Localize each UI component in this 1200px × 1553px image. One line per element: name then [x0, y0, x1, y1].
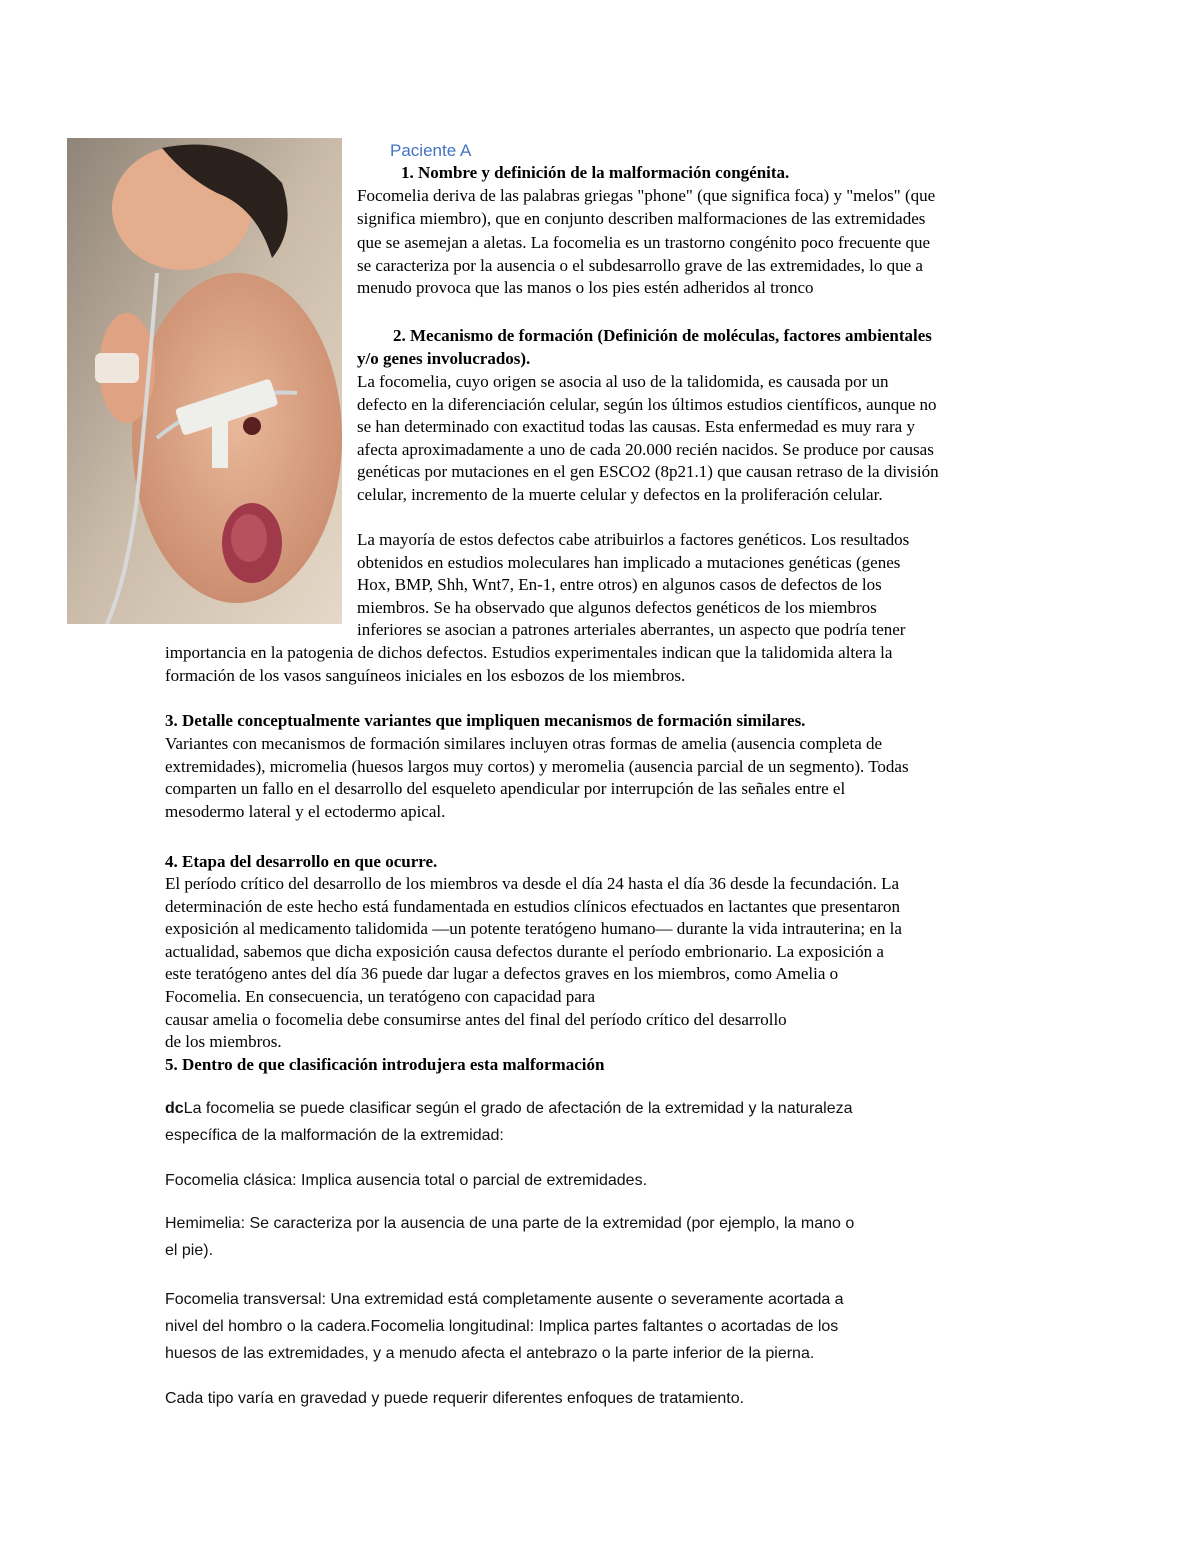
- transversal-line-3: huesos de las extremidades, y a menudo afecta el antebrazo o la parte inferior de la pierna.: [165, 1345, 815, 1362]
- section-3-line: extremidades), micromelia (huesos largos muy cortos) y meromelia (ausencia parcial de un segmento). Todas: [165, 756, 909, 776]
- section-2-line: defecto en la diferenciación celular, según los últimos estudios científicos, aunque no: [357, 394, 937, 414]
- section-2-line: La mayoría de estos defectos cabe atribuirlos a factores genéticos. Los resultados: [357, 530, 910, 549]
- section-2-line: celular, incremento de la muerte celular y defectos en la proliferación celular.: [357, 484, 883, 504]
- section-2-line: Hox, BMP, Shh, Wnt7, En-1, entre otros) en algunos casos de defectos de los: [357, 575, 882, 595]
- section-4-line: actualidad, sabemos que dicha exposición causa defectos durante el período embrionario. La exposición a: [165, 941, 884, 961]
- section-2-line: afecta aproximadamente a uno de cada 20.000 recién nacidos. Se produce por causas: [357, 439, 934, 459]
- section-1-body: [357, 185, 935, 300]
- section-2-heading-line-2: y/o genes involucrados).: [357, 349, 531, 368]
- section-1-line: menudo provoca que las manos o los pies estén adheridos al tronco: [357, 278, 814, 298]
- section-2-heading-line-1: 2. Mecanismo de formación (Definición de moléculas, factores ambientales: [393, 326, 932, 345]
- section-5-intro-line-1: La focomelia se puede clasificar según el grado de afectación de la extremidad y la naturaleza: [183, 1100, 853, 1117]
- section-5-intro: [165, 1095, 853, 1149]
- section-3-line: comparten un fallo en el desarrollo del esqueleto apendicular por interrupción de las señales entre el: [165, 779, 846, 799]
- section-4-body: [165, 873, 902, 1054]
- section-4-line: determinación de este hecho está fundamentada en estudios clínicos efectuados en lactantes que presentaron: [165, 896, 900, 916]
- section-2-line: La focomelia, cuyo origen se asocia al uso de la talidomida, es causada por un: [357, 372, 889, 391]
- section-2-paragraph-2: [357, 529, 909, 642]
- hemimelia-line-1: Hemimelia: Se caracteriza por la ausencia de una parte de la extremidad (por ejemplo, la mano o: [165, 1215, 855, 1232]
- section-2-paragraph-2-continued: [165, 642, 892, 687]
- section-4-line: exposición al medicamento talidomida —un potente teratógeno humano— durante la vida intrauterina; en la: [165, 919, 902, 939]
- section-4-line: de los miembros.: [165, 1032, 282, 1052]
- section-3-heading: 3. Detalle conceptualmente variantes que impliquen mecanismos de formación similares.: [165, 711, 806, 730]
- section-2-line: formación de los vasos sanguíneos iniciales en los esbozos de los miembros.: [165, 665, 686, 685]
- section-5-heading: 5. Dentro de que clasificación introdujera esta malformación: [165, 1055, 605, 1074]
- section-4-heading: 4. Etapa del desarrollo en que ocurre.: [165, 852, 438, 871]
- section-3-body: [165, 733, 909, 823]
- section-5-intro-line-2: específica de la malformación de la extremidad:: [165, 1127, 504, 1144]
- section-1-heading: 1. Nombre y definición de la malformación congénita.: [401, 163, 790, 182]
- section-4-line: El período crítico del desarrollo de los miembros va desde el día 24 hasta el día 36 desde la fecundación. La: [165, 874, 900, 893]
- section-1-line: se caracteriza por la ausencia o el subdesarrollo grave de las extremidades, lo que a: [357, 255, 923, 275]
- section-2-line: miembros. Se ha observado que algunos defectos genéticos de los miembros: [357, 597, 877, 617]
- section-4-line: este teratógeno antes del día 36 puede dar lugar a defectos graves en los miembros, como Amelia o: [165, 964, 839, 984]
- patient-label: Paciente A: [390, 141, 472, 160]
- section-2-paragraph-1: [357, 371, 939, 507]
- section-1-line: que se asemejan a aletas. La focomelia es un trastorno congénito poco frecuente que: [357, 233, 931, 253]
- section-4-line: causar amelia o focomelia debe consumirse antes del final del período crítico del desarrollo: [165, 1009, 787, 1029]
- section-1-line: significa miembro), que en conjunto describen malformaciones de las extremidades: [357, 208, 926, 228]
- patient-photo: [67, 138, 342, 624]
- section-2-line: se han determinado con exactitud todas las causas. Esta enfermedad es muy rara y: [357, 417, 915, 437]
- classification-transversal-longitudinal: [165, 1286, 844, 1367]
- section-3-line: Variantes con mecanismos de formación similares incluyen otras formas de amelia (ausencia completa de: [165, 734, 883, 753]
- patient-photo-image: [67, 138, 342, 624]
- section-5-intro-prefix: dc: [165, 1100, 184, 1117]
- section-4-line: Focomelia. En consecuencia, un teratógeno con capacidad para: [165, 986, 595, 1006]
- transversal-line-1: Focomelia transversal: Una extremidad está completamente ausente o severamente acortada a: [165, 1291, 844, 1308]
- hemimelia-line-2: el pie).: [165, 1242, 214, 1259]
- classification-classic: Focomelia clásica: Implica ausencia total o parcial de extremidades.: [165, 1172, 648, 1189]
- transversal-line-2: nivel del hombro o la cadera.Focomelia longitudinal: Implica partes faltantes o acortadas de los: [165, 1318, 839, 1335]
- section-2-line: genéticas por mutaciones en el gen ESCO2 (8p21.1) que causan retraso de la división: [357, 462, 939, 482]
- section-2-line: obtenidos en estudios moleculares han implicado a mutaciones genéticas (genes: [357, 552, 901, 572]
- classification-closing: Cada tipo varía en gravedad y puede requerir diferentes enfoques de tratamiento.: [165, 1390, 745, 1407]
- classification-hemimelia: [165, 1210, 854, 1264]
- section-3-line: mesodermo lateral y el ectodermo apical.: [165, 801, 446, 821]
- section-2-line: importancia en la patogenia de dichos defectos. Estudios experimentales indican que la talidomida altera la: [165, 643, 893, 662]
- section-1-line: Focomelia deriva de las palabras griegas "phone" (que significa foca) y "melos" (que: [357, 186, 936, 205]
- section-2-line: inferiores se asocian a patrones arteriales aberrantes, un aspecto que podría tener: [357, 620, 906, 640]
